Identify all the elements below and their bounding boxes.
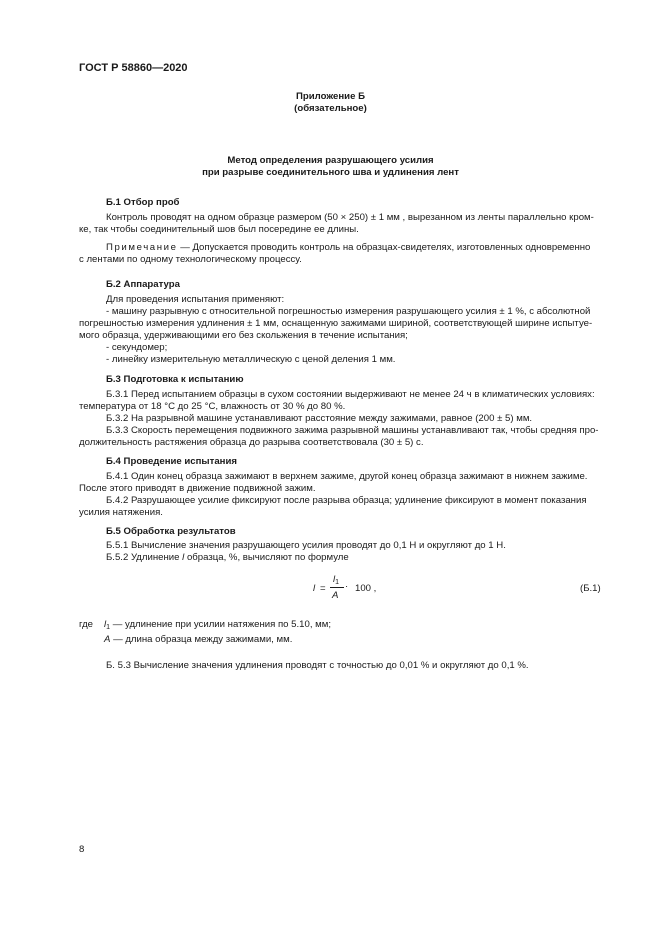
- formula-denominator: A: [332, 590, 339, 601]
- b3-line5: должительность растяжения образца до разрыва соответствовала (30 ± 5) с.: [79, 437, 424, 448]
- where-var1-sub: 1: [106, 624, 111, 631]
- where-word: где: [79, 619, 94, 630]
- note-label: Примечание: [106, 242, 178, 253]
- b2-line5: - секундомер;: [106, 342, 168, 353]
- section-heading-b2: Б.2 Аппаратура: [106, 279, 180, 290]
- section-heading-b3: Б.3 Подготовка к испытанию: [106, 374, 244, 385]
- b5-line2-text-a: Б.5.2 Удлинение: [106, 552, 183, 563]
- method-title-line2: при разрыве соединительного шва и удлинения лент: [202, 167, 459, 178]
- b2-line4: мого образца, удерживающими его без скольжения в течение испытания;: [79, 330, 408, 341]
- b3-line3: Б.3.2 На разрывной машине устанавливают расстояние между зажимами, равное (200 ± 5) мм.: [106, 413, 533, 424]
- b1-paragraph-line2: ке, так чтобы соединительный шов был посередине ее длины.: [79, 224, 359, 235]
- where-var2: A: [104, 634, 111, 645]
- section-heading-b4: Б.4 Проведение испытания: [106, 456, 237, 467]
- method-title-line1: Метод определения разрушающего усилия: [227, 155, 434, 166]
- where-line1: [104, 619, 331, 634]
- b2-line1: Для проведения испытания применяют:: [106, 294, 285, 305]
- b5-line2: [106, 552, 349, 564]
- fraction-bar: [330, 587, 344, 588]
- b53-line: Б. 5.3 Вычисление значения удлинения проводят с точностью до 0,01 % и округляют до 0,1 %.: [106, 660, 529, 671]
- formula-numerator: [333, 574, 339, 586]
- where-var1: l: [104, 619, 107, 630]
- standard-designation: ГОСТ Р 58860—2020: [79, 62, 188, 74]
- where-desc2: — длина образца между зажимами, мм.: [110, 634, 293, 645]
- where-line2: [104, 634, 292, 646]
- b5-line2-text-b: образца, %, вычисляют по формуле: [184, 552, 349, 563]
- b4-line2: После этого приводят в движение подвижной зажим.: [79, 483, 316, 494]
- formula-lhs: l: [313, 583, 316, 594]
- b3-line2: температура от 18 °С до 25 °С, влажность от 30 % до 80 %.: [79, 401, 346, 412]
- b5-line2-variable: l: [182, 552, 185, 563]
- b2-line6: - линейку измерительную металлическую с ценой деления 1 мм.: [106, 354, 396, 365]
- b3-line1: Б.3.1 Перед испытанием образцы в сухом состоянии выдерживают не менее 24 ч в климатических условиях:: [106, 389, 595, 400]
- note-line2: с лентами по одному технологическому процессу.: [79, 254, 302, 265]
- formula-equals: =: [320, 583, 326, 594]
- page-number: 8: [79, 844, 85, 855]
- section-heading-b1: Б.1 Отбор проб: [106, 197, 180, 208]
- formula-factor: 100 ,: [355, 583, 377, 594]
- b4-line3: Б.4.2 Разрушающее усилие фиксируют после разрыва образца; удлинение фиксируют в момент показания: [106, 495, 587, 506]
- b2-line3: погрешностью измерения удлинения ± 1 мм, оснащенную зажимами шириной, соответствующей ширине испытуе-: [79, 318, 593, 329]
- note-text: — Допускается проводить контроль на образцах-свидетелях, изготовленных одновременно: [177, 242, 591, 253]
- formula-numerator-var: l: [333, 574, 336, 585]
- where-desc1: — удлинение при усилии натяжения по 5.10, мм;: [110, 619, 332, 630]
- b4-line1: Б.4.1 Один конец образца зажимают в верхнем зажиме, другой конец образца зажимают в нижнем зажиме.: [106, 471, 588, 482]
- formula-number: (Б.1): [580, 583, 601, 594]
- formula-numerator-sub: 1: [335, 579, 340, 586]
- b5-line1: Б.5.1 Вычисление значения разрушающего усилия проводят до 0,1 Н и округляют до 1 Н.: [106, 540, 506, 551]
- note-line1: [106, 242, 590, 254]
- appendix-title: Приложение Б: [296, 91, 365, 102]
- appendix-status: (обязательное): [294, 103, 367, 114]
- b1-paragraph-line1: Контроль проводят на одном образце размером (50 × 250) ± 1 мм , вырезанном из ленты параллельно кром-: [106, 212, 594, 223]
- b4-line4: усилия натяжения.: [79, 507, 163, 518]
- b3-line4: Б.3.3 Скорость перемещения подвижного зажима разрывной машины устанавливают так, чтобы средняя про-: [106, 425, 599, 436]
- b2-line2: - машину разрывную с относительной погрешностью измерения разрушающего усилия ± 1 %, с абсолютной: [106, 306, 591, 317]
- section-heading-b5: Б.5 Обработка результатов: [106, 526, 236, 537]
- formula-times: ·: [345, 581, 349, 592]
